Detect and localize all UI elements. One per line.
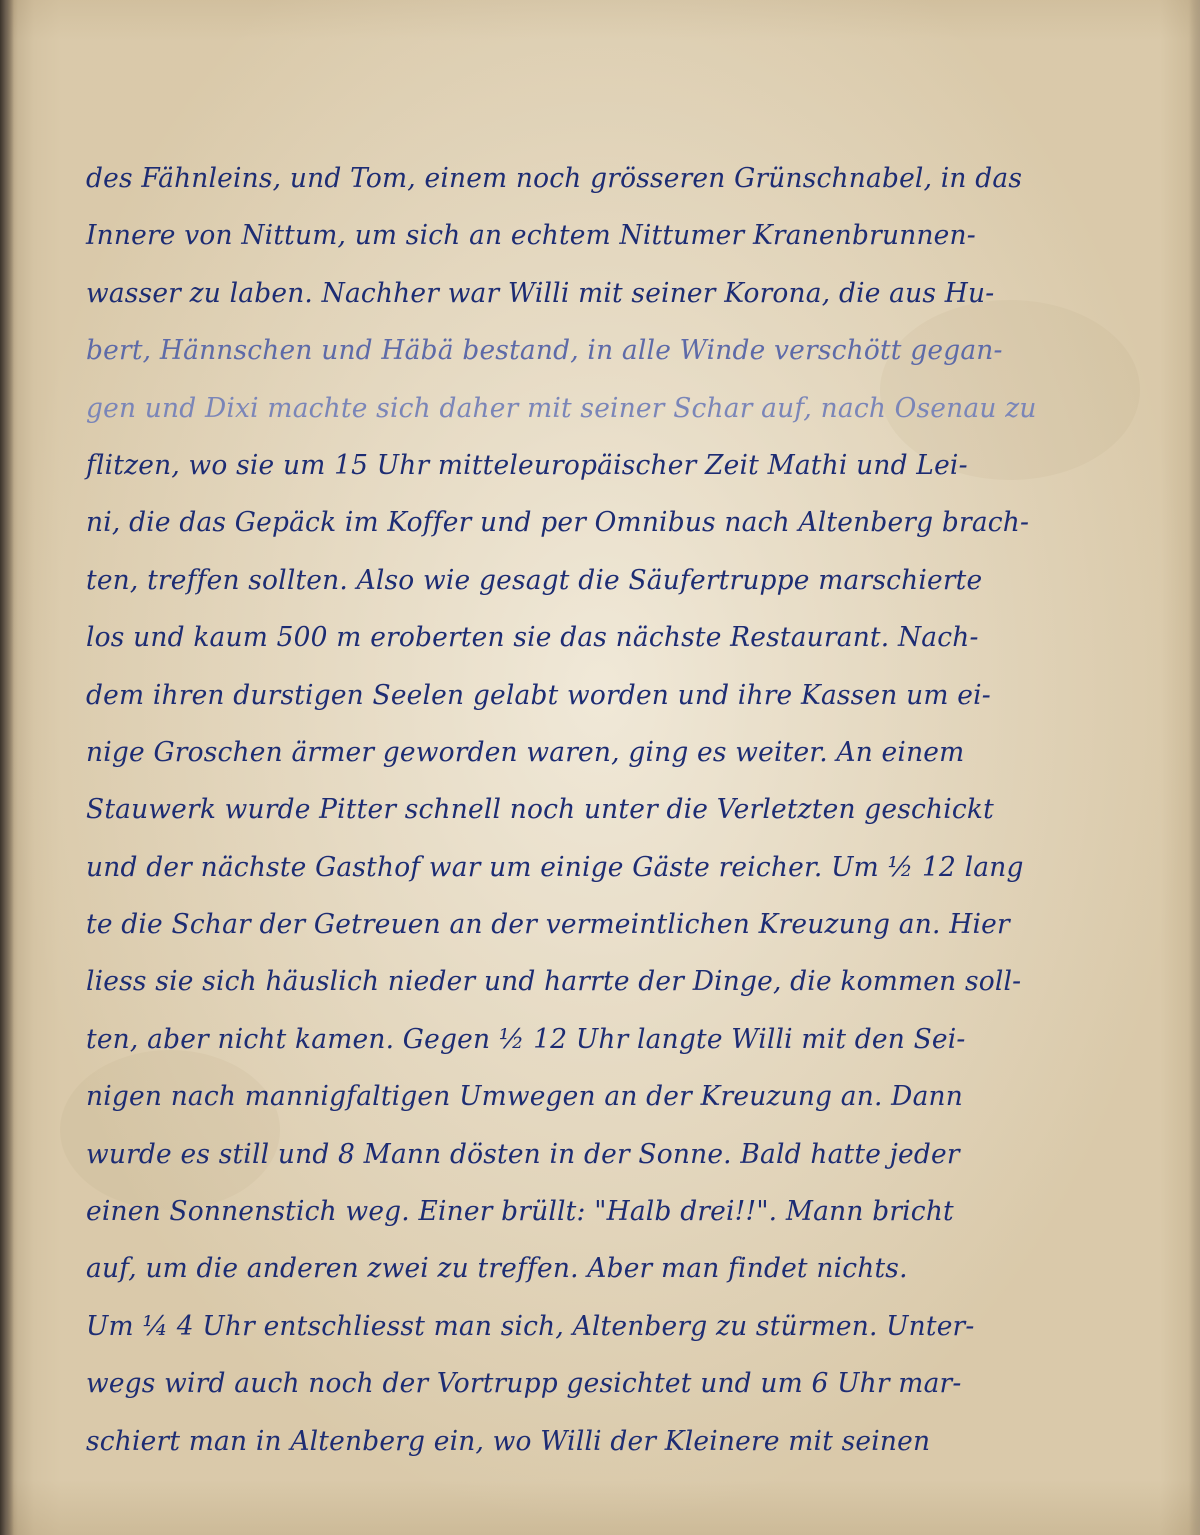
text-line: ten, aber nicht kamen. Gegen ½ 12 Uhr langte Willi mit den Sei- xyxy=(86,1023,966,1055)
text-line: nigen nach mannigfaltigen Umwegen an der Kreuzung an. Dann xyxy=(86,1081,964,1113)
text-line: los und kaum 500 m eroberten sie das nächste Restaurant. Nach- xyxy=(86,622,979,654)
text-line: bert, Hännschen und Häbä bestand, in alle Winde verschött gegan- xyxy=(86,335,1003,367)
page-binding-edge xyxy=(0,0,14,1535)
text-line: schiert man in Altenberg ein, wo Willi der Kleinere mit seinen xyxy=(86,1425,931,1457)
page-right-edge xyxy=(1188,0,1200,1535)
text-line: wasser zu laben. Nachher war Willi mit seiner Korona, die aus Hu- xyxy=(86,277,995,309)
text-line: Um ¼ 4 Uhr entschliesst man sich, Altenberg zu stürmen. Unter- xyxy=(86,1310,975,1342)
text-line: und der nächste Gasthof war um einige Gäste reicher. Um ½ 12 lang xyxy=(86,851,1024,883)
text-line: auf, um die anderen zwei zu treffen. Aber man findet nichts. xyxy=(86,1253,908,1285)
text-line: Innere von Nittum, um sich an echtem Nittumer Kranenbrunnen- xyxy=(86,220,976,252)
text-line: ni, die das Gepäck im Koffer und per Omnibus nach Altenberg brach- xyxy=(86,507,1030,539)
text-line: ten, treffen sollten. Also wie gesagt die Säufertruppe marschierte xyxy=(86,564,983,596)
text-line: einen Sonnenstich weg. Einer brüllt: "Halb drei!!". Mann bricht xyxy=(86,1196,954,1228)
text-line: Stauwerk wurde Pitter schnell noch unter die Verletzten geschickt xyxy=(86,794,994,826)
text-line: flitzen, wo sie um 15 Uhr mitteleuropäischer Zeit Mathi und Lei- xyxy=(86,449,968,481)
text-line: des Fähnleins, und Tom, einem noch grösseren Grünschnabel, in das xyxy=(86,163,1023,194)
handwritten-text xyxy=(86,150,1066,1470)
text-line: wegs wird auch noch der Vortrupp gesichtet und um 6 Uhr mar- xyxy=(86,1368,962,1400)
text-line: liess sie sich häuslich nieder und harrte der Dinge, die kommen soll- xyxy=(86,966,1022,998)
text-line: dem ihren durstigen Seelen gelabt worden und ihre Kassen um ei- xyxy=(86,679,991,711)
text-line: wurde es still und 8 Mann dösten in der Sonne. Bald hatte jeder xyxy=(86,1138,960,1170)
text-line: te die Schar der Getreuen an der vermeintlichen Kreuzung an. Hier xyxy=(86,909,1010,941)
text-line: nige Groschen ärmer geworden waren, ging es weiter. An einem xyxy=(86,736,965,768)
text-line: gen und Dixi machte sich daher mit seiner Schar auf, nach Osenau zu xyxy=(86,392,1037,424)
